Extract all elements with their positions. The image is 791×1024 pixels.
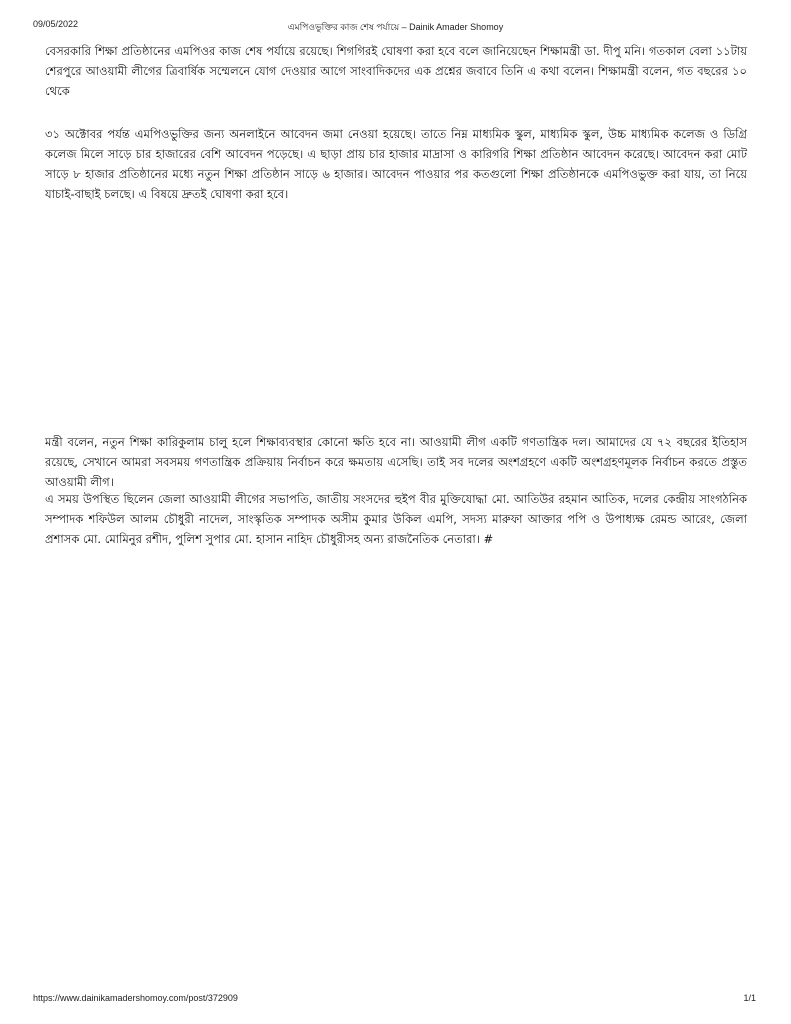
page-title: এমপিওভুক্তির কাজ শেষ পর্যায়ে – Dainik Amader Shomoy [287, 22, 504, 32]
page-number: 1/1 [743, 993, 756, 1003]
article-paragraph-3: মন্ত্রী বলেন, নতুন শিক্ষা কারিকুলাম চালু হলে শিক্ষাব্যবস্থার কোনো ক্ষতি হবে না। আওয়ামী লীগ একটি গণতান্ত্রিক দল। আমাদের যে ৭২ বছরের ইতিহাস রয়েছে, সেখানে আমরা সবসময় গণতান্ত্রিক প্রক্রিয়ায় নির্বাচন করে ক্ষমতায় এসেছি। তাই সব দলের অংশগ্রহণে একটি অংশগ্রহণমূলক নির্বাচন করতে প্রস্তুত আওয়ামী লীগ। [45, 435, 747, 489]
article-paragraph-1: বেসরকারি শিক্ষা প্রতিষ্ঠানের এমপিওর কাজ শেষ পর্যায়ে রয়েছে। শিগগিরই ঘোষণা করা হবে বলে জানিয়েছেন শিক্ষামন্ত্রী ডা. দীপু মনি। গতকাল বেলা ১১টায় শেরপুরে আওয়ামী লীগের ত্রিবার্ষিক সম্মেলনে যোগ দেওয়ার আগে সাংবাদিকদের এক প্রশ্নের জবাবে তিনি এ কথা বলেন। শিক্ষামন্ত্রী বলেন, গত বছরের ১০ থেকে [45, 44, 747, 98]
print-date: 09/05/2022 [33, 19, 79, 29]
article-paragraph-2: ৩১ অক্টোবর পর্যন্ত এমপিওভুক্তির জন্য অনলাইনে আবেদন জমা নেওয়া হয়েছে। তাতে নিম্ন মাধ্যমিক স্কুল, মাধ্যমিক স্কুল, উচ্চ মাধ্যমিক কলেজ ও ডিগ্রি কলেজ মিলে সাড়ে চার হাজারের বেশি আবেদন পড়েছে। এ ছাড়া প্রায় চার হাজার মাদ্রাসা ও কারিগরি শিক্ষা প্রতিষ্ঠান আবেদন করেছে। আবেদন করা মোট সাড়ে ৮ হাজার প্রতিষ্ঠানের মধ্যে নতুন শিক্ষা প্রতিষ্ঠান সাড়ে ৬ হাজার। আবেদন পাওয়ার পর কতগুলো শিক্ষা প্রতিষ্ঠানকে এমপিওভুক্ত করা যায়, তা নিয়ে যাচাই-বাছাই চলছে। এ বিষয়ে দ্রুতই ঘোষণা করা হবে। [45, 127, 747, 201]
source-url-link[interactable]: https://www.dainikamadershomoy.com/post/372909 [33, 993, 238, 1003]
article-paragraph-4: এ সময় উপস্থিত ছিলেন জেলা আওয়ামী লীগের সভাপতি, জাতীয় সংসদের হুইপ বীর মুক্তিযোদ্ধা মো. আতিউর রহমান আতিক, দলের কেন্দ্রীয় সাংগঠনিক সম্পাদক শফিউল আলম চৌধুরী নাদেল, সাংস্কৃতিক সম্পাদক অসীম কুমার উকিল এমপি, সদস্য মারুফা আক্তার পপি ও উপাধ্যক্ষ রেমন্ড আরেং, জেলা প্রশাসক মো. মোমিনুর রশীদ, পুলিশ সুপার মো. হাসান নাহিদ চৌধুরীসহ অন্য রাজনৈতিক নেতারা। # [45, 492, 747, 546]
